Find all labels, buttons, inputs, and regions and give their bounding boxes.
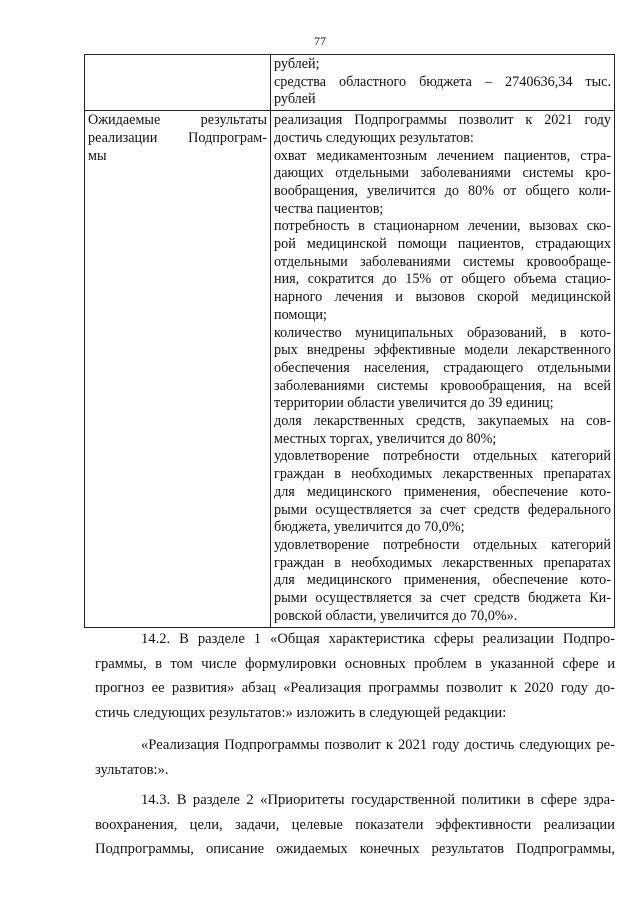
table-row xyxy=(85,111,615,627)
text-line: ровской области, увеличится до 70,0%». xyxy=(274,607,518,624)
text-line: стичь следующих результатов:» изложить в следующей редакции: xyxy=(95,705,507,722)
text-line: реализации Подпрограм- xyxy=(88,129,267,146)
table-row xyxy=(85,55,615,111)
expected-results-label-cell xyxy=(85,111,271,627)
text-line: для медицинского применения, обеспечение кото- xyxy=(274,483,611,500)
text-line: охват медикаментозным лечением пациентов, стра- xyxy=(274,147,611,164)
text-line: граммы, в том числе формулировки основных проблем в указанной сфере и xyxy=(95,655,615,672)
text-line: граждан в необходимых лекарственных препаратах xyxy=(274,554,611,571)
text-line: нарного лечения и вызовов скорой медицинской xyxy=(274,289,611,306)
text-line: «Реализация Подпрограммы позволит к 2021 году достичь следующих ре- xyxy=(141,737,615,753)
text-line: рых внедрены эффективные модели лекарственного xyxy=(274,342,611,359)
text-line: 14.2. В разделе 1 «Общая характеристика сферы реализации Подпро- xyxy=(141,631,615,647)
text-line: прогноз ее развития» абзац «Реализация программы позволит к 2020 году до- xyxy=(95,680,615,697)
text-line: достичь следующих результатов: xyxy=(274,129,474,146)
text-line: удовлетворение потребности отдельных категорий xyxy=(274,448,611,465)
text-line: рублей xyxy=(274,91,316,108)
text-line: воохранения, цели, задачи, целевые показатели эффективности реализации xyxy=(95,816,615,833)
text-line: рой медицинской помощи пациентов, страдающих xyxy=(274,236,611,253)
text-line: местных торгах, увеличится до 80%; xyxy=(274,430,497,447)
text-line: доля лекарственных средств, закупаемых на сов- xyxy=(274,413,611,430)
text-line: удовлетворение потребности отдельных категорий xyxy=(274,536,611,553)
text-line: рыми осуществляется за счет средств бюджета Ки- xyxy=(274,590,611,607)
text-line: вообращения, увеличится до 80% от общего коли- xyxy=(274,182,611,199)
text-line: для медицинского применения, обеспечение кото- xyxy=(274,572,611,589)
program-passport-table xyxy=(84,54,615,628)
paragraph-14-2 xyxy=(95,627,615,726)
text-line: реализация Подпрограммы позволит к 2021 году xyxy=(274,112,611,129)
text-line: бюджета, увеличится до 70,0%; xyxy=(274,519,465,536)
page-number: 77 xyxy=(314,34,326,48)
text-line: заболеваниями системы кровообращения, на всей xyxy=(274,377,611,394)
text-line: обеспечения населения, страдающего отдельными xyxy=(274,359,611,376)
funding-cell xyxy=(271,55,615,111)
text-line: мы xyxy=(88,147,107,164)
text-line: Подпрограммы, описание ожидаемых конечных результатов Подпрограммы, xyxy=(95,841,615,858)
text-line: граждан в необходимых лекарственных препаратах xyxy=(274,466,611,483)
text-line: 14.3. В разделе 2 «Приоритеты государственной политики в сфере здра- xyxy=(141,792,615,808)
paragraph-14-3 xyxy=(95,788,615,862)
text-line: чества пациентов; xyxy=(274,200,384,217)
text-line: отдельными заболеваниями системы кровообраще- xyxy=(274,253,611,270)
table-cell-left-empty xyxy=(85,55,271,111)
text-line: территории области увеличится до 39 единиц; xyxy=(274,395,554,412)
text-line: средства областного бюджета – 2740636,34 тыс. xyxy=(274,73,611,90)
text-line: дающих отдельными заболеваниями системы кро- xyxy=(274,165,611,182)
text-line: зультатов:». xyxy=(95,761,169,778)
expected-results-cell xyxy=(271,111,615,627)
text-line: потребность в стационарном лечении, вызовах ско- xyxy=(274,218,611,235)
text-line: количество муниципальных образований, в кото- xyxy=(274,324,611,341)
paragraph-quote xyxy=(95,733,615,782)
text-line: рублей; xyxy=(274,56,320,72)
text-line: помощи; xyxy=(274,306,327,323)
text-line: рыми осуществляется за счет средств федерального xyxy=(274,501,611,518)
text-line: Ожидаемые результаты xyxy=(88,112,267,129)
text-line: ния, сократится до 15% от общего объема стацио- xyxy=(274,271,611,288)
